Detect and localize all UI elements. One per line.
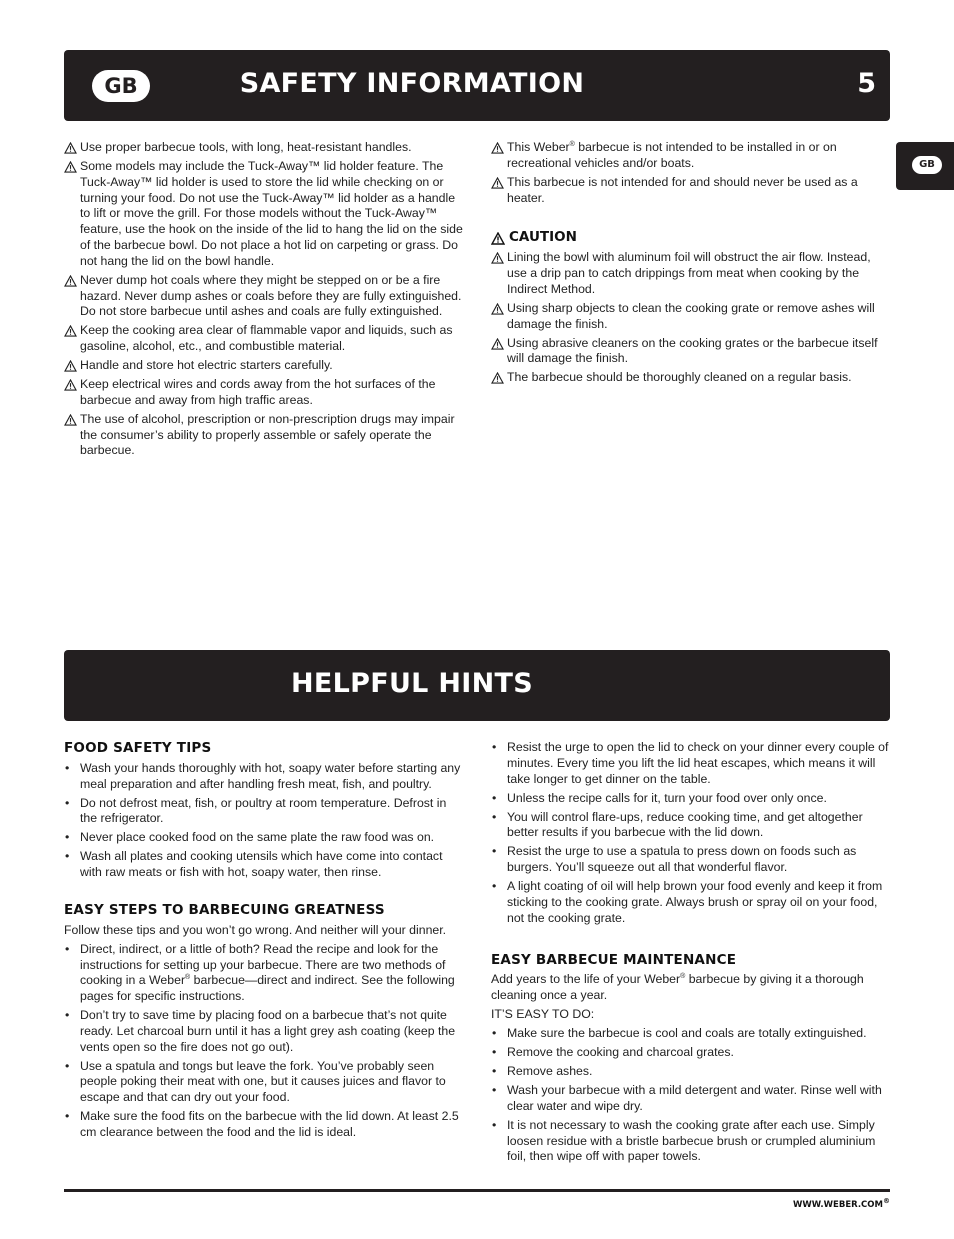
list-item <box>491 1083 890 1115</box>
list-item-text: Remove the cooking and charcoal grates. <box>507 1045 734 1060</box>
bullet-dot: • <box>492 844 497 859</box>
warning-triangle-icon <box>64 414 77 426</box>
bullet-dot: • <box>492 1083 497 1098</box>
list-item-text: Make sure the food fits on the barbecue with the lid down. At least 2.5 cm clearance between the food and the lid is ideal. <box>80 1109 459 1140</box>
bullet-dot: • <box>492 1026 497 1041</box>
list-item-text: Don’t try to save time by placing food on a barbecue that’s not quite ready. Let charcoal burn until it has a light grey ash coating (keep the vents open so the fire does not go out). <box>80 1008 456 1054</box>
warning-item <box>64 323 464 355</box>
bullet-dot: • <box>492 790 497 805</box>
warning-item <box>491 370 890 386</box>
list-item <box>64 830 464 846</box>
registered-mark: ® <box>680 973 686 981</box>
list-item <box>64 1008 464 1055</box>
warning-triangle-icon <box>64 325 77 337</box>
warning-triangle-icon <box>64 161 77 173</box>
warning-triangle-icon <box>491 252 504 264</box>
list-item-text: A light coating of oil will help brown your food evenly and keep it from sticking to the cooking grate. Always brush or spray oil on your food, not the cooking grate. <box>507 879 883 925</box>
warning-triangle-icon <box>491 232 505 245</box>
bullet-dot: • <box>492 1045 497 1060</box>
warning-item <box>491 140 890 172</box>
list-item <box>64 942 464 1005</box>
bullet-dot: • <box>492 879 497 894</box>
list-item <box>64 1109 464 1141</box>
maintenance-intro-text: Add years to the life of your Weber <box>491 972 681 987</box>
bullet-dot: • <box>65 1008 70 1023</box>
list-item-text: Wash all plates and cooking utensils which have come into contact with raw meats or fish with hot, soapy water, then rinse. <box>80 849 443 880</box>
hints-right-column <box>491 740 890 1168</box>
helpful-hints-banner <box>64 650 890 721</box>
list-item <box>64 796 464 828</box>
list-item-text: Do not defrost meat, fish, or poultry at room temperature. Defrost in the refrigerator. <box>80 795 447 826</box>
list-item <box>491 1118 890 1165</box>
bullet-dot: • <box>492 809 497 824</box>
maintenance-heading: EASY BARBECUE MAINTENANCE <box>491 951 737 968</box>
maintenance-subhead: IT’S EASY TO DO: <box>491 1007 595 1022</box>
footer-rule <box>64 1189 890 1192</box>
caution-list <box>491 250 890 386</box>
warning-triangle-icon <box>491 338 504 350</box>
warning-text: Use proper barbecue tools, with long, heat-resistant handles. <box>80 140 412 154</box>
page-number: 5 <box>857 68 876 99</box>
list-item-text: Wash your barbecue with a mild detergent and water. Rinse well with clear water and wipe dry. <box>507 1083 882 1113</box>
warning-triangle-icon <box>491 177 504 189</box>
warning-text: The use of alcohol, prescription or non-prescription drugs may impair the consumer’s ability to properly assemble or safely operate the barbecue. <box>80 411 455 458</box>
warning-text: Lining the bowl with aluminum foil will obstruct the air flow. Instead, use a drip pan to catch drippings from meat when cooking by the Indirect Method. <box>507 250 871 296</box>
food-safety-heading: FOOD SAFETY TIPS <box>64 740 212 756</box>
bullet-dot: • <box>492 1117 497 1132</box>
warning-text: Handle and store hot electric starters carefully. <box>80 358 333 373</box>
website-url: WWW.WEBER.COM <box>793 1200 883 1210</box>
easy-steps-intro: Follow these tips and you won’t go wrong. And neither will your dinner. <box>64 922 447 937</box>
warning-text: Using abrasive cleaners on the cooking grates or the barbecue itself will damage the finish. <box>507 335 878 366</box>
bullet-dot: • <box>65 1109 70 1124</box>
list-item <box>64 1059 464 1106</box>
list-item-text: Unless the recipe calls for it, turn your food over only once. <box>507 790 827 805</box>
maintenance-list <box>491 1026 890 1165</box>
warning-item <box>64 412 464 459</box>
easy-steps-list <box>64 1008 464 1141</box>
caution-heading-text: CAUTION <box>509 229 577 246</box>
hints-left-column <box>64 741 464 1144</box>
bullet-dot: • <box>492 740 497 754</box>
list-item <box>491 791 890 807</box>
bullet-dot: • <box>65 941 70 956</box>
list-item <box>491 844 890 876</box>
list-item-text: Wash your hands thoroughly with hot, soapy water before starting any meal preparation and after handling fresh meat, fish, and poultry. <box>80 760 461 791</box>
safety-information-banner <box>64 50 890 121</box>
bullet-dot: • <box>65 795 70 810</box>
registered-mark: ® <box>569 140 575 148</box>
maintenance-intro-text: barbecue by giving it a thorough cleaning once a year. <box>491 972 864 1003</box>
list-item <box>64 761 464 793</box>
warning-item <box>491 175 890 207</box>
caution-heading <box>491 230 890 246</box>
warning-triangle-icon <box>64 360 77 372</box>
warning-text: Never dump hot coals where they might be stepped on or be a fire hazard. Never dump ashes or coals before they are fully extinguished. Do not store barbecue until ashes and coals are fully extinguished. <box>80 272 462 319</box>
page-title: SAFETY INFORMATION <box>239 68 585 99</box>
food-safety-list <box>64 761 464 881</box>
warning-triangle-icon <box>64 379 77 391</box>
warning-item <box>64 159 464 270</box>
list-item-text: barbecue—direct and indirect. See the following pages for specific instructions. <box>80 973 455 1004</box>
side-language-tab <box>896 142 954 190</box>
warning-item <box>491 301 890 333</box>
warning-item <box>64 273 464 320</box>
warning-text: Keep the cooking area clear of flammable vapor and liquids, such as gasoline, alcohol, etc., and combustible material. <box>80 323 453 354</box>
warning-item <box>491 336 890 368</box>
list-item-text: It is not necessary to wash the cooking grate after each use. Simply loosen residue with a bristle barbecue brush or crumpled aluminium foil, then wipe off with paper towels. <box>507 1117 876 1164</box>
list-item <box>491 740 890 787</box>
list-item-text: Use a spatula and tongs but leave the fork. You’ve probably seen people poking their meat with one, but it causes juices and flavor to escape and that can dry out your food. <box>80 1058 446 1105</box>
section-title: HELPFUL HINTS <box>290 668 533 699</box>
list-item <box>491 879 890 926</box>
safety-left-column <box>64 140 464 462</box>
bullet-dot: • <box>65 1058 70 1073</box>
bullet-dot: • <box>65 849 70 864</box>
registered-mark: ® <box>185 974 191 982</box>
warning-text: Keep electrical wires and cords away from the hot surfaces of the barbecue and away from high traffic areas. <box>80 377 436 407</box>
warning-triangle-icon <box>491 303 504 315</box>
list-item-text: Direct, indirect, or a little of both? Read the recipe and look for the instructions for setting up your barbecue. There are two methods of cooking in a Weber <box>80 941 446 988</box>
list-item <box>491 1064 890 1080</box>
warning-triangle-icon <box>491 372 504 384</box>
warning-text: This barbecue is not intended for and should never be used as a heater. <box>507 174 858 205</box>
safety-right-column <box>491 140 890 389</box>
list-item-text: Never place cooked food on the same plate the raw food was on. <box>80 830 435 845</box>
warning-item <box>491 250 890 297</box>
warning-text: The barbecue should be thoroughly cleaned on a regular basis. <box>507 370 852 385</box>
maintenance-intro <box>491 972 890 1004</box>
list-item-text: Remove ashes. <box>507 1064 593 1079</box>
warning-item <box>64 140 464 156</box>
warning-item <box>64 358 464 374</box>
warning-text: This Weber <box>507 140 570 154</box>
warning-text: Using sharp objects to clean the cooking grate or remove ashes will damage the finish. <box>507 300 875 331</box>
warning-text: Some models may include the Tuck-Away™ lid holder feature. The Tuck-Away™ lid holder is used to store the lid while checking on or turning your food. Do not use the Tuck-Away™ lid holder as a handle to lift or move the grill. For those models without the Tuck-Away™ feature, use the hook on the inside of the lid to hang the lid on the side of the barbecue bowl. Do not place a hot lid on carpeting or grass. Do not hang the lid on the bowl handle. <box>80 158 463 268</box>
warning-triangle-icon <box>491 142 504 154</box>
more-tips-list <box>491 740 890 927</box>
list-item <box>64 849 464 881</box>
easy-steps-heading: EASY STEPS TO BARBECUING GREATNESS <box>64 901 385 918</box>
list-item-text: You will control flare-ups, reduce cooking time, and get altogether better results if you barbecue with the lid down. <box>507 809 863 840</box>
warning-triangle-icon <box>64 142 77 154</box>
bullet-dot: • <box>65 760 70 775</box>
bullet-dot: • <box>65 830 70 845</box>
warning-text: barbecue is not intended to be installed in or on recreational vehicles and/or boats. <box>507 140 837 170</box>
list-item <box>491 1026 890 1042</box>
list-item-text: Make sure the barbecue is cool and coals are totally extinguished. <box>507 1026 867 1041</box>
warning-triangle-icon <box>64 275 77 287</box>
list-item <box>491 810 890 842</box>
list-item-text: Resist the urge to use a spatula to press down on foods such as burgers. You’ll squeeze out all that wonderful flavor. <box>507 844 857 875</box>
warning-item <box>64 377 464 409</box>
list-item-text: Resist the urge to open the lid to check on your dinner every couple of minutes. Every time you lift the lid heat escapes, which means it will take longer to get dinner on the table. <box>507 740 889 786</box>
language-badge: GB <box>92 70 150 102</box>
side-language-badge: GB <box>912 156 942 174</box>
list-item <box>491 1045 890 1061</box>
bullet-dot: • <box>492 1064 497 1079</box>
footer-website <box>793 1197 890 1210</box>
registered-mark: ® <box>883 1197 890 1206</box>
